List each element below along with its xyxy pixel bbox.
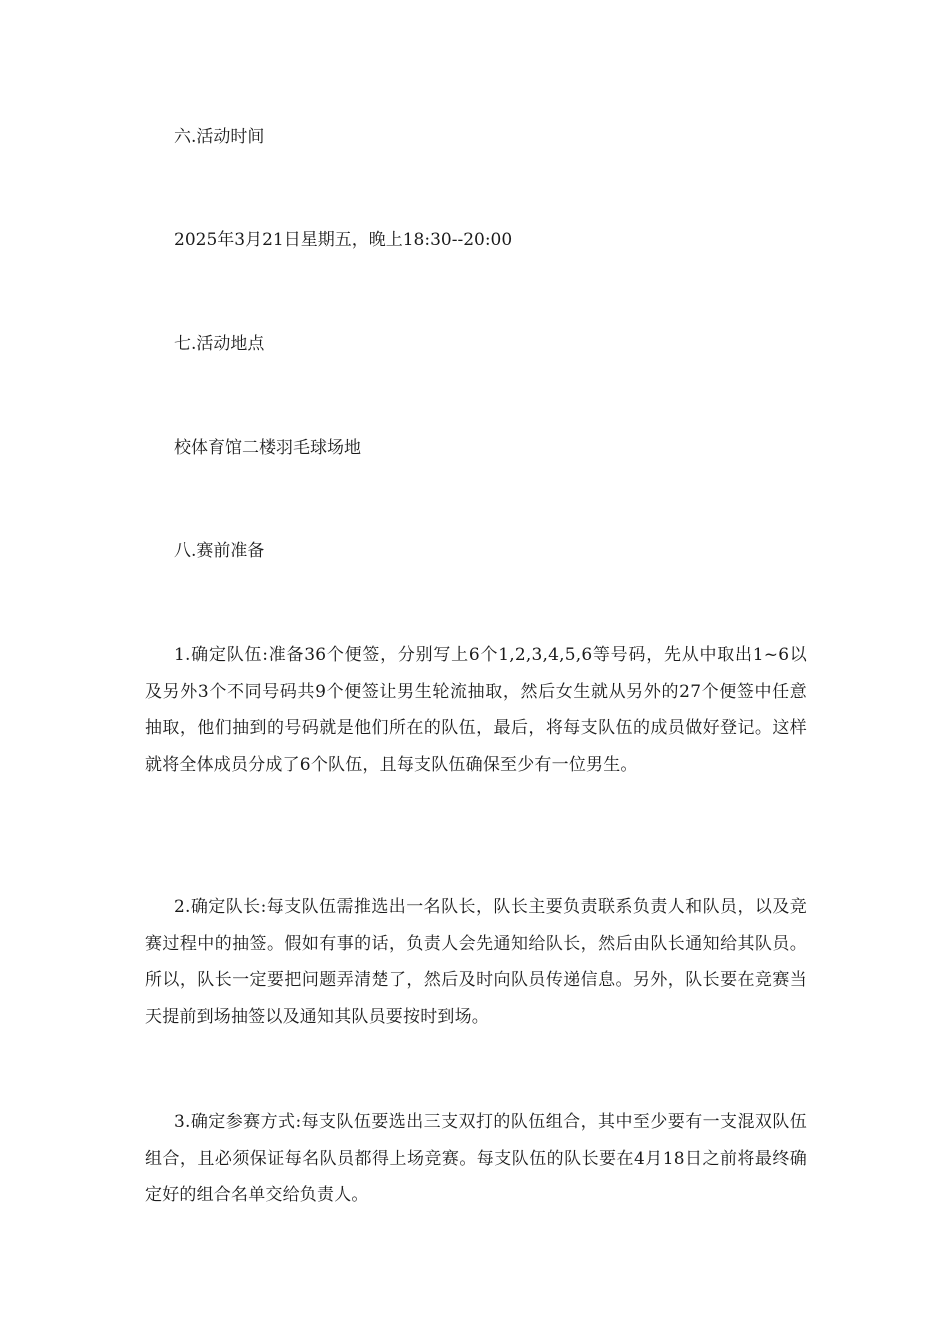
item-1-paragraph: 1.确定队伍:准备36个便签，分别写上6个1,2,3,4,5,6等号码，先从中取出1~6以及另外3个不同号码共9个便签让男生轮流抽取，然后女生就从另外的27个便签中任意抽取，他们抽到的号码就是他们所在的队伍，最后，将每支队伍的成员做好登记。这样就将全体成员分成了6个队伍，且每支队伍确保至少有一位男生。	[145, 645, 807, 775]
section-6-heading: 六.活动时间	[174, 127, 265, 147]
section-6-time: 2025年3月21日星期五，晚上18:30--20:00	[174, 230, 513, 250]
item-3-paragraph: 3.确定参赛方式:每支队伍要选出三支双打的队伍组合，其中至少要有一支混双队伍组合，且必须保证每名队员都得上场竞赛。每支队伍的队长要在4月18日之前将最终确定好的组合名单交给负责人。	[145, 1112, 807, 1205]
item-2-paragraph: 2.确定队长:每支队伍需推选出一名队长，队长主要负责联系负责人和队员，以及竞赛过程中的抽签。假如有事的话，负责人会先通知给队长，然后由队长通知给其队员。所以，队长一定要把问题弄清楚了，然后及时向队员传递信息。另外，队长要在竞赛当天提前到场抽签以及通知其队员要按时到场。	[145, 897, 807, 1027]
section-8-heading: 八.赛前准备	[174, 541, 265, 561]
section-7-place: 校体育馆二楼羽毛球场地	[174, 438, 361, 458]
section-7-heading: 七.活动地点	[174, 334, 265, 354]
